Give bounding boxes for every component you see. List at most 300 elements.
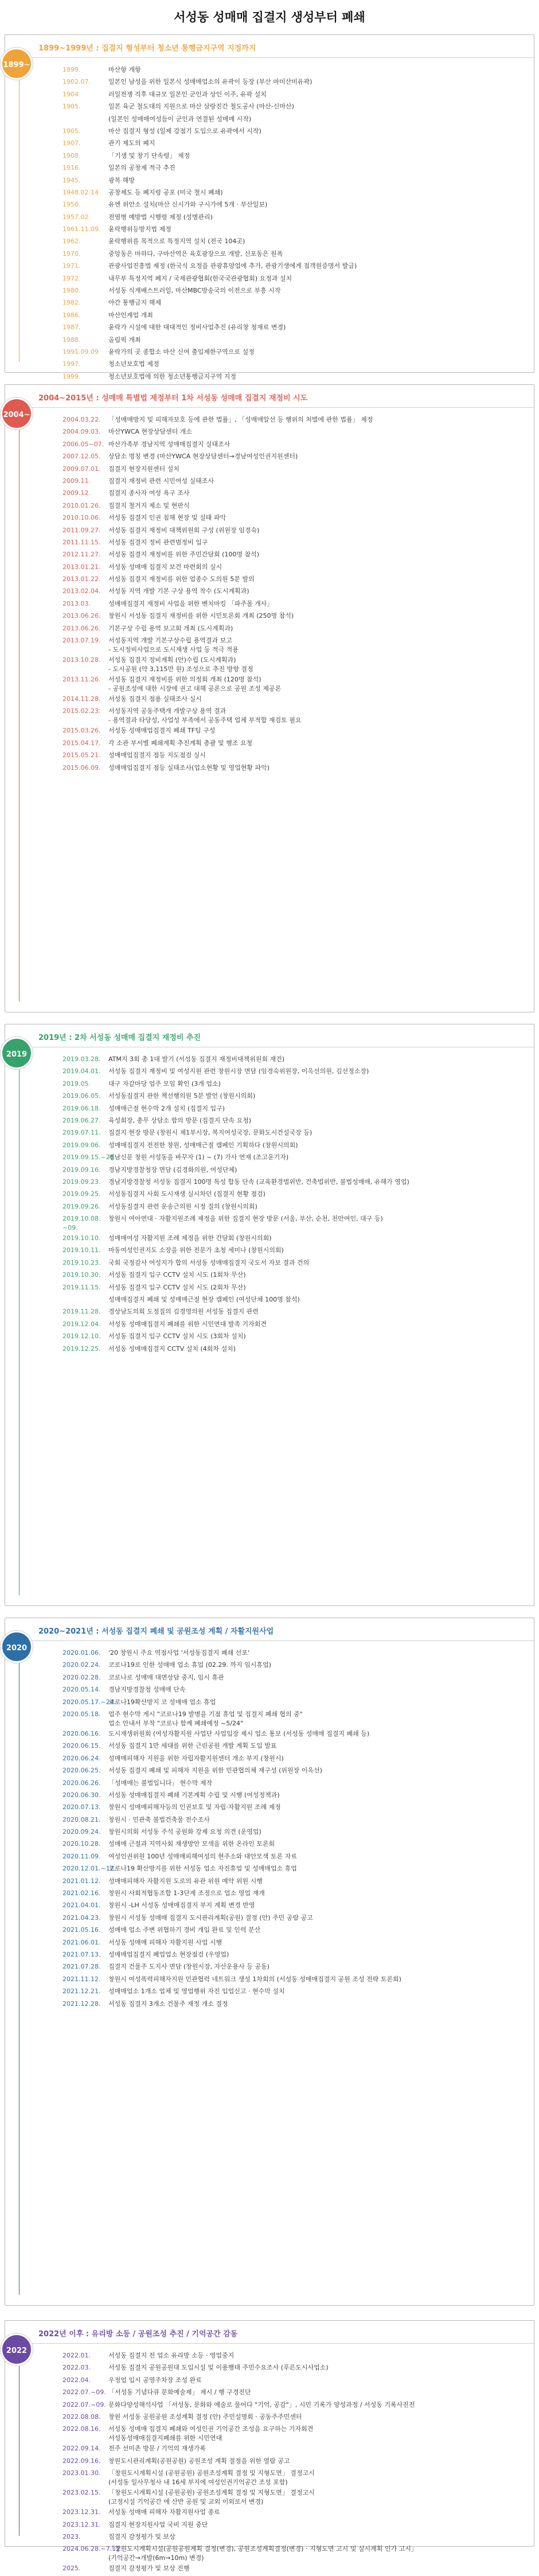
section-heading: 2019년 : 2차 서성동 성매매 집결지 재정비 추진 [5,1024,534,1047]
event-date: 2022.04. [63,2376,91,2384]
event-date: 2007.12.05. [63,453,101,461]
event-row [5,1270,534,1282]
year-badge: 2019 [1,1037,33,1069]
event-description-line: 관기 제도의 폐지 [108,139,155,147]
event-date: 2019.10.23. [63,1258,101,1266]
event-row [5,1741,534,1753]
event-description-line: 창원시 성매매피해자등의 인권보호 및 자립·자활지원 조례 제정 [108,1803,281,1811]
event-description [101,1698,526,1709]
event-row [5,1116,534,1128]
event-date: 2023.01.30. [63,2469,101,2477]
event-description-line: 성매매여성 자활지원 조례 제정을 위한 간담회 (창원시의회) [108,1234,272,1242]
event-description-line: 서성동지역 개발 기본구상수립 용역결과 보고 [108,637,232,645]
event-row [5,1852,534,1864]
event-date: 2022.08.08. [63,2413,101,2421]
event-description-line: 야간 통행금지 해제 [108,299,162,307]
page-title: 서성동 성매매 집결지 생성부터 폐쇄 [174,10,365,24]
event-description [101,624,526,635]
event-row [5,1307,534,1319]
event-date: 2010.10.06. [63,514,101,522]
event-description-line: 집결지 현장 방문 (창원시 제1부시장, 복지여성국장, 문화도시건설국장 등) [108,1129,313,1137]
event-date: 2019.06.27. [63,1116,101,1124]
event-description-line: 코로나로 성매매 대면상담 중지, 임시 휴관 [108,1673,224,1681]
event-description [101,2000,526,2010]
event-description [101,1877,526,1888]
event-date: 2015.06.09. [63,763,101,771]
event-row [5,89,534,102]
event-description [101,90,526,101]
event-description [101,675,526,693]
event-date: 2021.04.01. [63,1901,101,1909]
event-description-line: 창원시의회 서성동 주석 공원화 강제 요청 의견 (운영업) [108,1828,261,1836]
event-description-line: 성매매업집결지 점등 실태조사(업소현황 및 영업현황 파악) [108,763,270,771]
event-description [101,262,526,272]
event-description-line: 창원시 · 민관축 불법건축물 전수조사 [108,1815,210,1823]
event-description-line: 서성동 집결지 3개소 건물주 재정 개소 결정 [108,2000,228,2008]
event-description [101,513,526,524]
event-description-line: 서성동 성매매 집결지 폐쇄와 여성인권 기억공간 조성을 요구하는 기자회견 [108,2425,314,2433]
event-description-line: 마산 집결지 형성 (일제 강점기 도입으로 유곽에서 시작) [108,127,261,135]
event-description-line: 서성동 집결지 인권 침해 현장 및 실태 파악 [108,514,226,522]
event-row [5,1214,534,1233]
event-description [101,1950,526,1961]
event-description-line: 서성동 성매매 집결지 보건 마련회의 실시 [108,563,222,571]
event-row [5,1815,534,1827]
event-description-line: 서성동 집결지 재정비를 위한 업종수 도의원 5분 발의 [108,575,255,583]
event-description [101,360,526,371]
event-row [5,1913,534,1925]
event-description-line: 서성동 집결지 재정비를 위한 의정회 개최 (120명 참석) [108,676,261,684]
event-description [101,707,526,725]
event-description [101,1055,526,1066]
event-description [101,1729,526,1740]
event-row [5,1258,534,1270]
event-description-line: 「창원도시계획시설(공원공원계획 결정(변경), 공원조성계획결정(변경) · 지형도면 고시 및 실시계획 인가 고시」 [108,2545,417,2553]
event-row [5,427,534,439]
event-row [5,1888,534,1900]
event-description-line: 서성동 성매매 피해자 자활지원사업 종료 [108,2508,220,2516]
event-description [101,2400,526,2411]
event-date: 1980. [63,287,81,295]
event-description [101,348,526,358]
event-row [5,574,534,586]
event-date: 2010.01.26. [63,501,101,509]
section-heading: 1899~1999년 : 집결지 형성부터 청소년 통행금지구역 지정까지 [5,35,534,58]
event-row [5,1999,534,2011]
event-description-line: 서성동 집결지 입구 CCTV 설치 시도 (2회차 무산) [108,1283,246,1291]
event-row [5,1233,534,1245]
event-row [5,1938,534,1950]
event-description-line: 성매매피해자 자활지원 도로의 유관 위원 예약 위원 시행 [108,1877,263,1885]
event-description-line: 집결지 철거지 제소 및 현판식 [108,501,190,509]
event-description-line: 마산가족부 경남지역 성매매집결지 실태조사 [108,440,231,448]
event-description-line: 서성동 집결지 1만 세대를 위한 근린공원 개발 계획 도입 발표 [108,1742,277,1750]
event-description [101,139,526,150]
event-row [5,176,534,188]
event-description-line: 창원도시관리계획(공원공원) 공원조성 계획 결정을 위한 열람 공고 [108,2457,290,2465]
event-description [101,452,526,463]
event-description [101,1295,526,1306]
event-date: 2013.03. [63,599,91,607]
event-row [5,1673,534,1685]
event-description [101,176,526,187]
event-row [5,236,534,248]
event-date: 2020.05.18. [63,1710,101,1718]
event-description-line: 청소년보호법에 의한 청소년통행금지구역 지정 [108,372,237,380]
event-description [101,2508,526,2519]
event-description [101,1153,526,1164]
event-description [101,1190,526,1201]
event-date: 1999. [63,372,81,380]
event-description-line: 집결지 감정평가 및 보상 진행 [108,2565,190,2573]
event-date: 1970. [63,250,81,258]
event-row [5,464,534,476]
event-description [101,1283,526,1294]
event-description [101,1803,526,1814]
event-description-line: 서성동 식재배스트러일, 마산MBC방송국의 이전으로 부흥 시작 [108,287,281,295]
event-description [101,274,526,285]
event-row [5,1245,534,1257]
event-row [5,562,534,574]
event-description [101,575,526,586]
event-row [5,188,534,200]
event-description-line: - 공원조성에 대한 시장에 권고 대해 공론으로 공원 조성 제공론 [108,685,282,693]
event-description [101,1178,526,1188]
event-description-line: 창원시 서성동 집결지 재정비를 위한 시민토론회 개최 (250명 참석) [108,612,294,620]
event-row [5,763,534,775]
event-description [101,599,526,610]
event-date: 1908. [63,151,81,159]
event-description [101,1754,526,1765]
event-description [101,477,526,488]
event-row [5,286,534,298]
event-description-line: 성매매집결지 재정비 사업을 위한 벤치마킹 「파주몰 개사」 [108,599,274,607]
event-date: 2020.06.26. [63,1779,101,1787]
event-description [101,1166,526,1176]
event-date: 2013.07.19. [63,637,101,645]
event-description-line: ATM지 3회 총 1대 발기 (서성동 집결지 재정비대책위원회 재건) [108,1055,285,1063]
event-description-line: 서성동 집결지 점용 실태조사 실시 [108,695,202,703]
event-description [101,1234,526,1245]
event-list [5,2344,534,2576]
event-date: 2013.10.28. [63,656,101,664]
event-description [101,1926,526,1936]
event-date: 1986. [63,311,81,319]
event-row [5,675,534,694]
event-description-line: - 도시공원 (약 3,115만 원) 조성으로 추진 방향 결정 [108,665,253,673]
event-date: 2019.07.11. [63,1129,101,1137]
event-date: 2023.12.31. [63,2508,101,2516]
event-row [5,537,534,550]
event-date: 2020.06.30. [63,1791,101,1799]
event-description-line: 기본구상 수립 용역 보고회 개최 (도시계획과) [108,624,233,632]
event-date: 2022.07.~09. [63,2388,106,2396]
event-row [5,1066,534,1078]
event-description [101,127,526,138]
event-description-line: 윤락행위를 목적으로 특정지역 설치 (전국 104곳) [108,237,245,245]
event-description-line: (기억공간→개발(6m→10m) 변경) [108,2554,204,2562]
event-description-line: 경남지방경찰청 성매매 단속 [108,1686,186,1694]
event-row [5,1165,534,1177]
event-date: 2021.07.28. [63,1963,101,1971]
event-date: 2023.12.31. [63,2520,101,2528]
event-row [5,513,534,525]
event-description [101,739,526,750]
event-row [5,1802,534,1814]
event-date: 2011.09.27. [63,526,101,534]
event-description-line: - 도시정비사업으로 도시재생 사업 등 적극 적용 [108,646,239,654]
event-description [101,1258,526,1269]
event-description [101,250,526,260]
event-description [101,115,526,126]
event-description [101,656,526,674]
event-row [5,738,534,750]
section-heading: 2020~2021년 : 서성동 집결지 폐쇄 및 공원조성 계획 / 자활지원사업 [5,1618,534,1641]
event-description-line: 경남지방경찰청 서성동 집결지 100명 특성 합동 단속 (교육환경법위반, 건축법위반, 불법성매매, 유해가 영업) [108,1178,409,1186]
event-description-line: 코로나19확산방지 코 성매매 업소 휴업 [108,1698,216,1706]
event-description [101,1092,526,1102]
event-description [101,311,526,322]
event-row [5,1766,534,1778]
event-description [101,298,526,309]
event-date: 2013.01.22. [63,575,101,583]
event-description-line: 집결지 감정평가 및 보상 [108,2532,175,2540]
event-date: 1971. [63,262,81,270]
event-description-line: 서성동 성매매 피해자 자활지원 사업 시행 [108,1938,222,1946]
timeline-section [5,1618,534,2306]
event-row [5,1660,534,1672]
event-description [101,2351,526,2362]
event-row [5,2400,534,2412]
event-description-line: 창원시 여성폭력피해자지원 민관협력 네트워크 생성 1차회의 (서성동 성매매집결지 공원 조성 전략 토론회) [108,1975,401,1983]
event-description-line: 마산항 개항 [108,66,141,73]
event-description [101,1987,526,1998]
event-description [101,286,526,297]
event-row [5,623,534,636]
event-row [5,163,534,175]
event-date: 1948.02.14 [63,188,99,196]
event-date: 1907. [63,139,81,147]
event-description-line: (일본인 성매매여성들이 군인과 연결된 성매매 시작) [108,115,252,123]
event-description-line: 성매매집결지 전전한 창원, 성매매근절 캠페인 기획하다 (창원시의회) [108,1141,298,1149]
event-description [101,237,526,248]
event-row [5,322,534,334]
event-description-line: 「성매매는 불법입니다」 현수막 제작 [108,1779,213,1787]
event-description [101,550,526,561]
event-row [5,1864,534,1876]
event-description [101,695,526,706]
event-date: 2020.08.21. [63,1815,101,1823]
event-date: 2022.09.14. [63,2445,101,2453]
section-heading: 2022년 이후 : 유리방 소등 / 공원조성 추진 / 기억공간 감동 [5,2321,534,2344]
event-date: 2022.03. [63,2364,91,2372]
event-description [101,2520,526,2531]
event-row [5,2544,534,2563]
event-date: 2023.02.15. [63,2489,101,2497]
event-row [5,1697,534,1709]
event-date: 2004.09.03. [63,428,101,436]
event-row [5,65,534,77]
event-date: 2024.06.28.~7.12. [63,2545,122,2553]
event-description-line: 우정업 입시 공영주차장 조성 완료 [108,2376,202,2384]
event-description-line: 도시재생위원회 (여성자활지원 사업단 사업입장 제시 업소 통보 (서성동 성매매 집결지 폐쇄 등) [108,1729,370,1737]
event-date [5,115,101,126]
event-date: 1957.02. [63,213,91,221]
event-description-line: 성매매업집결지 폐업업소 현장점검 (우영업) [108,1950,229,1958]
event-description [101,1116,526,1127]
event-description-line: 윤락행위등방지법 제정 [108,225,171,233]
event-description-line: 윤락가 시설에 대한 대대적인 정비사업추진 (유리창 청재료 변경) [108,324,286,332]
event-description [101,1962,526,1973]
event-description-line: 각 소관 부서별 폐쇄계획 추진계획 총괄 및 행조 요청 [108,739,253,747]
event-row [5,151,534,163]
event-description-line: 경남지방경찰청장 면담 (김경화의원, 여성단체) [108,1166,237,1174]
event-row [5,1054,534,1066]
event-description-line: 성매매업집결지 점등 지도점검 실시 [108,751,206,759]
event-row [5,1962,534,1974]
event-description [101,526,526,537]
event-date: 2019.06.05. [63,1092,101,1100]
event-description [101,2457,526,2468]
event-row [5,2387,534,2399]
event-date: 2020.07.13. [63,1803,101,1811]
event-description-line: 창원 서성동 공원공원 조성계획 결정 (안) 주민설명회 · 공동주주민센터 [108,2413,302,2421]
event-description [101,65,526,76]
event-row [5,114,534,126]
event-description [101,2376,526,2387]
event-description [101,1685,526,1696]
event-description [101,1827,526,1838]
event-row [5,310,534,322]
event-row [5,1177,534,1189]
event-date: 1916. [63,164,81,172]
event-date: 2015.03.26. [63,727,101,735]
event-description [101,1852,526,1863]
event-description [101,587,526,598]
event-description [101,151,526,162]
event-description-line: 광복 해방 [108,176,135,184]
event-description-line: '20 창원시 주요 역점사업 '서성동집결지 폐쇄 선포' [108,1649,249,1657]
event-row [5,1950,534,1962]
event-row [5,1283,534,1295]
event-description-line: 서성동 집결지 입구 CCTV 설치 시도 (3회차 설치) [108,1332,246,1340]
event-description-line: (고정시설 기억공간 에 산반 공원 및 교외 이외로서 변경) [108,2498,264,2506]
event-description [101,323,526,334]
event-description [101,1975,526,1986]
event-description-line: 마산인계업 개최 [108,311,153,319]
event-description [101,1673,526,1684]
event-description-line: 서성동 집결지 정비 관련범정비 입구 [108,538,208,546]
event-description-line: 관광사업진흥법 제정 (한국식 요정을 관광휴양업에 추가, 관광기생에게 접객원증명서 발급) [108,262,357,270]
event-description [101,1938,526,1949]
event-date: 1991.09.09 [63,348,99,356]
event-description [101,763,526,774]
event-description-line: 서성동 집결지 입구 CCTV 설치 시도 (1회차 무산) [108,1271,246,1279]
event-description-line: 서성동 집결지 정비계획 (안)수립 (도시계획과) [108,656,236,664]
event-description [101,1840,526,1850]
event-date: 2009.12. [63,489,91,497]
event-row [5,439,534,451]
event-row [5,212,534,224]
event-description [101,225,526,236]
event-description-line: 일본인 남성을 위한 일본식 성매매업소의 유곽이 등장 (부산 마미산미유곽) [108,78,313,86]
event-row [5,1319,534,1331]
event-date: 2013.11.26. [63,676,101,684]
event-row [5,2456,534,2468]
event-date: 2020.06.15. [63,1742,101,1750]
event-date: 2012.11.27. [63,551,101,559]
event-date: 2021.05.16. [63,1926,101,1934]
event-description-line: 「창원도시계획시설 (공원공원) 공원조성계획 결정 및 지형도면」 결정고시 [108,2469,315,2477]
event-date: 1902.07. [63,78,91,86]
event-row [5,1152,534,1164]
event-description [101,1661,526,1671]
event-row [5,1876,534,1888]
event-date: 2019.05. [63,1079,91,1088]
event-description [101,427,526,438]
event-description-line: 성매매 업소 주변 위협하기 경비 개입 완료 및 인력 분산 [108,1926,261,1934]
event-date: 2019.04.01. [63,1067,101,1075]
event-date: 2020.05.17.~24. [63,1698,116,1706]
event-date: 2021.01.12. [63,1877,101,1885]
event-date: 1899. [63,66,81,73]
event-row [5,750,534,762]
event-date: 1987. [63,324,81,332]
event-description-line: 창원시 -LH 서성동 성매매집결지 부지 계획 변경 반영 [108,1901,255,1909]
event-date: 2020.06.24. [63,1754,101,1762]
event-date: 2019.12.10. [63,1332,101,1340]
event-row [5,1189,534,1201]
event-description [101,465,526,476]
event-description [101,751,526,762]
event-date: 1982. [63,299,81,307]
event-row [5,347,534,359]
event-description-line: 문화다양성해석사업 「서성동, 문화와 예술로 물어다 "기억, 공감"」, 시민 기록가 양성과정 / 서성동 기록사진전 [108,2400,415,2409]
event-row [5,694,534,706]
event-list [5,58,534,384]
event-date: 1904. [63,90,81,98]
event-description [101,1271,526,1281]
event-description-line: 서성동집결지 관련 운송근의원 시정 질의 (창원시의회) [108,1202,257,1210]
event-date: 2020.05.14. [63,1686,101,1694]
event-row [5,415,534,427]
event-description [101,2469,526,2487]
event-row [5,655,534,675]
event-description [101,1141,526,1152]
event-date: 2020.09.24. [63,1828,101,1836]
event-description-line: 경남신문 창원 서성동을 바꾸자 (1) ~ (7) 가사 연재 (조고운기자) [108,1153,289,1162]
event-date: 2019.10.10. [63,1234,101,1242]
event-description [101,2488,526,2507]
event-description-line: 「서성동 기념다큐 문화예술제」 제시 / 행 구경진단 [108,2388,251,2396]
event-row [5,2375,534,2387]
event-description-line: 마동여성인권지도 소장을 위한 전문가 초청 세미나 (창원시의회) [108,1246,284,1254]
year-badge: 2020 [1,1631,33,1663]
event-row [5,249,534,261]
event-row [5,2412,534,2424]
event-row [5,476,534,488]
event-description [101,1307,526,1318]
event-row [5,200,534,212]
event-description-line: 대구 자갈마당 업주 모임 확인 (3개 업소) [108,1079,221,1088]
event-description-line: 서성동 집결지 공원공원대 도입시설 및 이용행태 주민수요조사 (푸른도시사업소) [108,2364,329,2372]
event-date: 2015.02.23. [63,707,101,715]
event-date: 2019.09.06. [63,1141,101,1149]
event-description [101,2532,526,2543]
event-description-line: 코로나19 확산방지를 위한 서성동 업소 자진휴업 및 성매매업소 휴업 [108,1865,297,1873]
event-date: 1905. [63,127,81,135]
event-date: 2015.04.17. [63,739,101,747]
